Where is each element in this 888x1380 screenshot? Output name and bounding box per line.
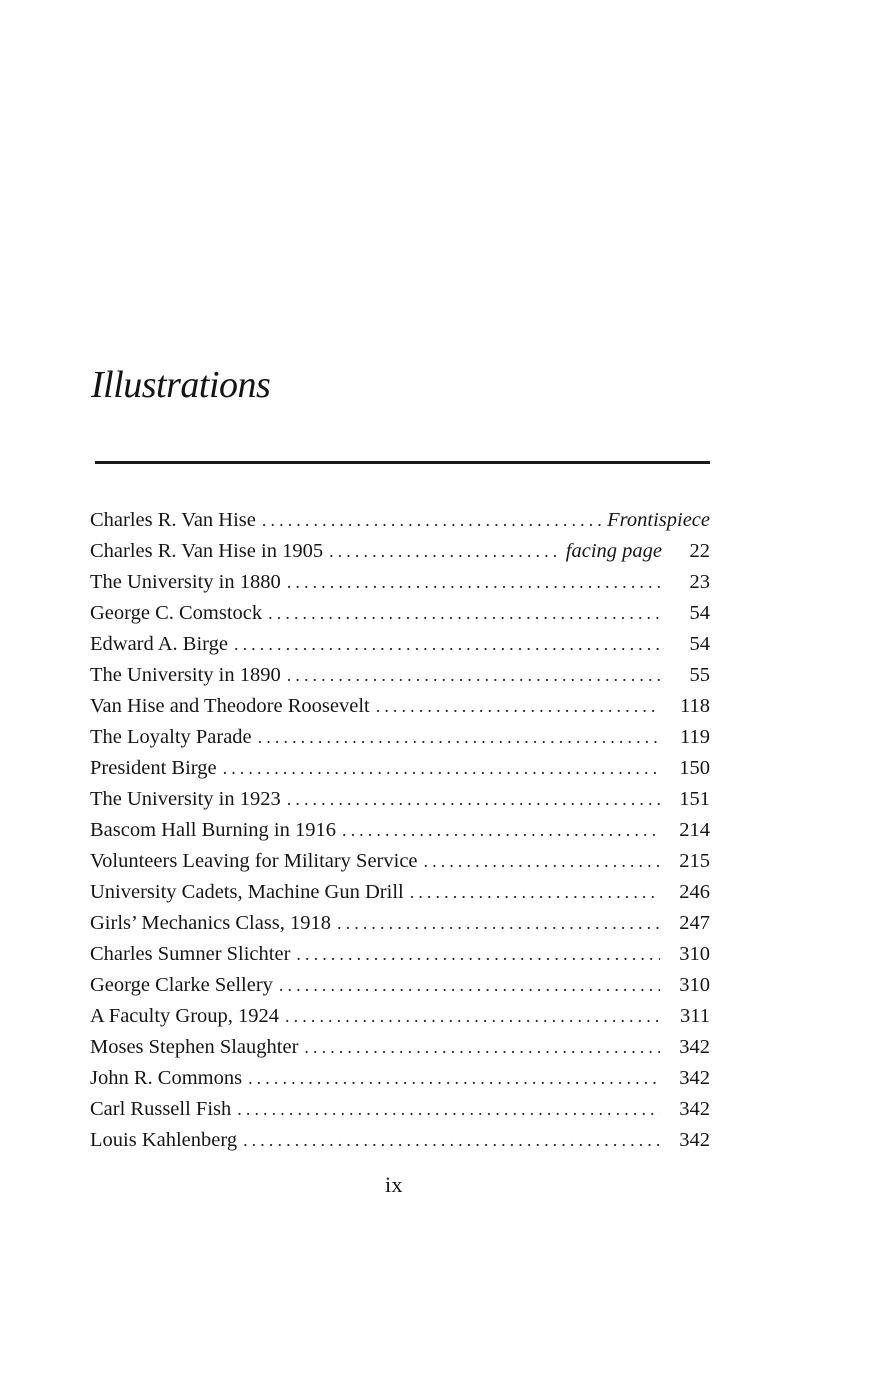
list-item [90, 1001, 710, 1032]
entry-label: Moses Stephen Slaughter [90, 1036, 299, 1058]
entry-page: 246 [679, 881, 710, 903]
entry-label: Carl Russell Fish [90, 1098, 232, 1120]
entry-page: 55 [689, 664, 710, 686]
entry-page: 215 [679, 850, 710, 872]
illustrations-list [90, 505, 710, 1156]
entry-page: 150 [679, 757, 710, 779]
entry-page: 310 [679, 943, 710, 965]
list-item [90, 784, 710, 815]
entry-page: 310 [679, 974, 710, 996]
entry-label: University Cadets, Machine Gun Drill [90, 881, 404, 903]
list-item [90, 505, 710, 536]
entry-page: Frontispiece [607, 509, 710, 531]
entry-note: facing page [565, 540, 662, 562]
dot-leader [337, 908, 660, 939]
list-item [90, 629, 710, 660]
list-item [90, 970, 710, 1001]
entry-label: The Loyalty Parade [90, 726, 252, 748]
entry-label: The University in 1890 [90, 664, 281, 686]
entry-label: Girls’ Mechanics Class, 1918 [90, 912, 332, 934]
dot-leader [243, 1125, 660, 1156]
entry-label: Edward A. Birge [90, 633, 228, 655]
dot-leader [223, 753, 660, 784]
entry-page: 151 [679, 788, 710, 810]
entry-label: A Faculty Group, 1924 [90, 1005, 280, 1027]
dot-leader [287, 567, 660, 598]
list-item [90, 567, 710, 598]
dot-leader [329, 536, 562, 567]
entry-label: President Birge [90, 757, 217, 779]
list-item [90, 691, 710, 722]
entry-label: The University in 1880 [90, 571, 281, 593]
entry-page: 342 [679, 1067, 710, 1089]
dot-leader [287, 784, 660, 815]
list-item [90, 1094, 710, 1125]
entry-label: Charles R. Van Hise [90, 509, 256, 531]
dot-leader [342, 815, 660, 846]
entry-page: 54 [689, 602, 710, 624]
list-item [90, 846, 710, 877]
list-item [90, 1125, 710, 1156]
list-item [90, 908, 710, 939]
entry-page: 311 [680, 1005, 710, 1027]
entry-label: John R. Commons [90, 1067, 243, 1089]
list-item [90, 939, 710, 970]
dot-leader [237, 1094, 660, 1125]
list-item [90, 1032, 710, 1063]
dot-leader [376, 691, 660, 722]
entry-label: Louis Kahlenberg [90, 1129, 238, 1151]
dot-leader [279, 970, 660, 1001]
entry-page: 54 [689, 633, 710, 655]
list-item [90, 598, 710, 629]
list-item [90, 722, 710, 753]
entry-page: 342 [679, 1036, 710, 1058]
page-number: ix [384, 1172, 404, 1197]
entry-label: Charles Sumner Slichter [90, 943, 291, 965]
list-item [90, 536, 710, 567]
entry-page: 342 [679, 1129, 710, 1151]
dot-leader [287, 660, 660, 691]
entry-page: 342 [679, 1098, 710, 1120]
entry-page: 23 [689, 571, 710, 593]
dot-leader [248, 1063, 660, 1094]
list-item [90, 877, 710, 908]
list-item [90, 815, 710, 846]
entry-label: Charles R. Van Hise in 1905 [90, 540, 324, 562]
entry-page: 22 [689, 540, 710, 562]
list-item [90, 660, 710, 691]
entry-label: The University in 1923 [90, 788, 281, 810]
dot-leader [296, 939, 660, 970]
list-item [90, 753, 710, 784]
entry-page: 247 [679, 912, 710, 934]
dot-leader [268, 598, 660, 629]
entry-label: Bascom Hall Burning in 1916 [90, 819, 336, 841]
dot-leader [410, 877, 660, 908]
entry-label: George Clarke Sellery [90, 974, 273, 996]
dot-leader [262, 505, 603, 536]
entry-label: Van Hise and Theodore Roosevelt [90, 695, 370, 717]
entry-page: 118 [680, 695, 710, 717]
entry-page: 214 [679, 819, 710, 841]
dot-leader [258, 722, 660, 753]
dot-leader [304, 1032, 660, 1063]
entry-page: 119 [680, 726, 710, 748]
dot-leader [424, 846, 660, 877]
dot-leader [285, 1001, 660, 1032]
page-title: Illustrations [91, 364, 271, 406]
title-rule [95, 461, 710, 464]
entry-label: Volunteers Leaving for Military Service [90, 850, 418, 872]
list-item [90, 1063, 710, 1094]
entry-label: George C. Comstock [90, 602, 263, 624]
dot-leader [234, 629, 660, 660]
